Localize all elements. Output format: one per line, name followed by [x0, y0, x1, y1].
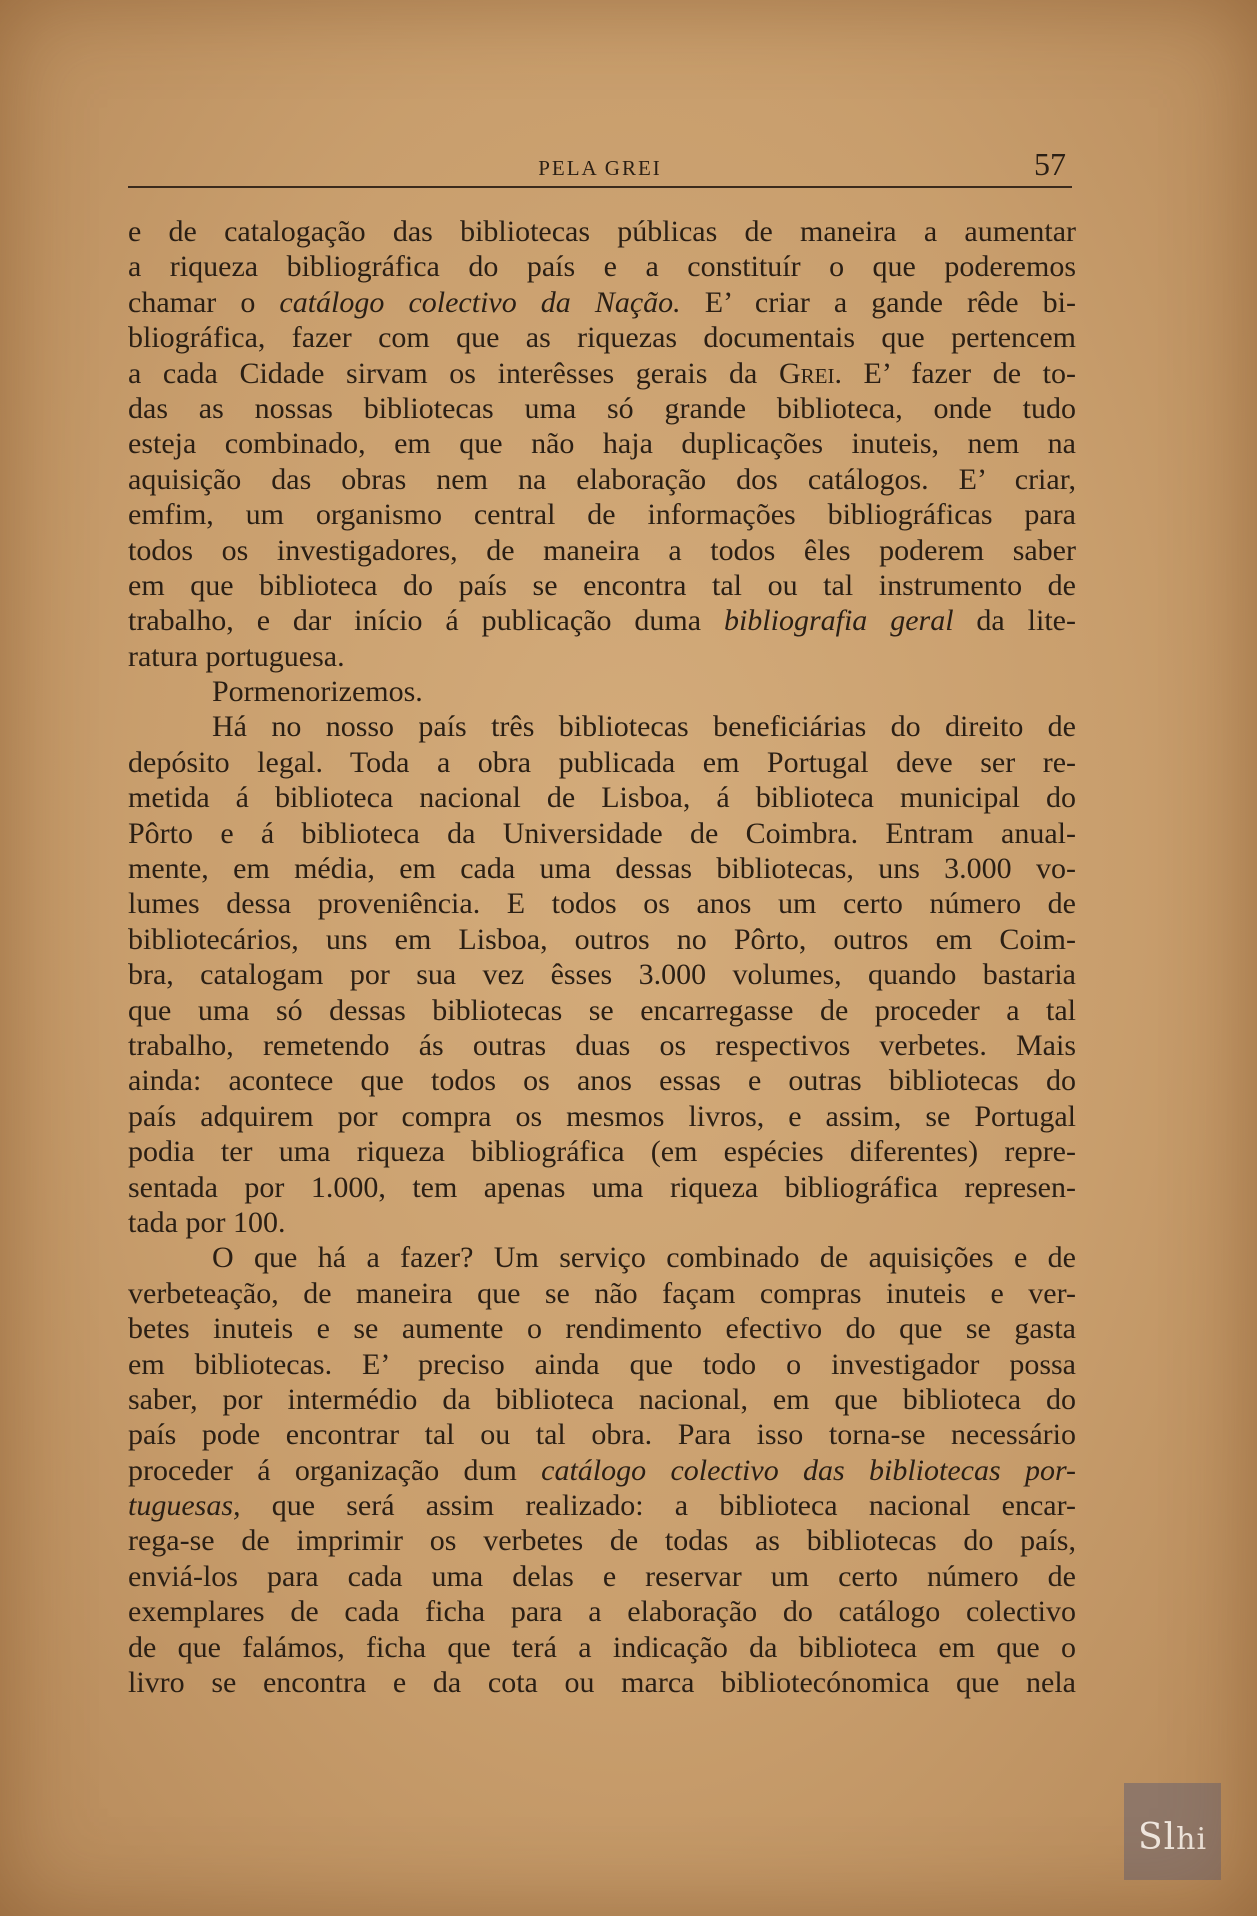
text-line: betes inuteis e se aumente o rendimento efectivo do que se gasta [128, 1312, 1076, 1346]
text-line: tada por 100. [128, 1205, 286, 1239]
text-line [128, 1488, 1076, 1523]
library-stamp-logo [1124, 1783, 1221, 1880]
running-head-title: PELA GREI [538, 156, 662, 180]
text-line: país adquirem por compra os mesmos livros, e assim, se Portugal [128, 1099, 1076, 1133]
text-line: trabalho, remetendo ás outras duas os respectivos verbetes. Mais [128, 1028, 1076, 1062]
text-line: lumes dessa proveniência. E todos os anos um certo número de [128, 887, 1076, 921]
small-caps-text: Grei [778, 356, 835, 390]
stamp-letter-s: S [1137, 1817, 1164, 1858]
text-line: esteja combinado, em que não haja duplicações inuteis, nem na [128, 427, 1076, 461]
running-head [128, 148, 1072, 188]
text-line: sentada por 1.000, tem apenas uma riqueza bibliográfica represen- [128, 1170, 1076, 1204]
italic-text: catálogo colectivo da Nação. [279, 285, 681, 319]
text-line: ratura portuguesa. [128, 639, 345, 673]
text-run: E’ criar a gande rêde bi- [680, 285, 1076, 319]
text-line: exemplares de cada ficha para a elaboração do catálogo colectivo [128, 1595, 1076, 1629]
text-line: em bibliotecas. E’ preciso ainda que todo o investigador possa [128, 1347, 1076, 1381]
text-run: que será assim realizado: a biblioteca nacional encar- [240, 1489, 1076, 1523]
text-run: trabalho, e dar início á publicação duma [128, 604, 724, 638]
text-line: ainda: acontece que todos os anos essas e outras bibliotecas do [128, 1064, 1076, 1098]
text-line: rega-se de imprimir os verbetes de todas as bibliotecas do país, [128, 1524, 1076, 1558]
text-line: todos os investigadores, de maneira a todos êles poderem saber [128, 533, 1076, 567]
text-run: proceder á organização dum [128, 1453, 542, 1487]
text-line: Pôrto e á biblioteca da Universidade de Coimbra. Entram anual- [128, 816, 1076, 850]
text-run: da lite- [953, 604, 1076, 638]
text-line: verbeteação, de maneira que se não façam compras inuteis e ver- [128, 1276, 1076, 1310]
text-line: Há no nosso país três bibliotecas beneficiárias do direito de [212, 710, 1076, 744]
text-line [128, 603, 1076, 638]
stamp-letter-l: l [1163, 1817, 1177, 1858]
text-line: a riqueza bibliográfica do país e a constituír o que poderemos [128, 250, 1076, 284]
text-line: metida á biblioteca nacional de Lisboa, á biblioteca municipal do [128, 781, 1076, 815]
text-line: aquisição das obras nem na elaboração dos catálogos. E’ criar, [128, 462, 1076, 496]
text-line: em que biblioteca do país se encontra tal ou tal instrumento de [128, 568, 1076, 602]
text-line: que uma só dessas bibliotecas se encarregasse de proceder a tal [128, 993, 1076, 1027]
stamp-letters-hi: hi [1176, 1822, 1208, 1857]
text-run: chamar o [128, 285, 280, 319]
italic-text: catálogo colectivo das bibliotecas por- [541, 1453, 1077, 1487]
text-line [128, 285, 1076, 320]
text-line: das as nossas bibliotecas uma só grande biblioteca, onde tudo [128, 391, 1076, 425]
text-line: e de catalogação das bibliotecas públicas de maneira a aumentar [128, 215, 1076, 248]
text-line: emfim, um organismo central de informações bibliográficas para [128, 498, 1076, 532]
text-line: de que falámos, ficha que terá a indicação da biblioteca em que o [128, 1630, 1076, 1664]
text-run: a cada Cidade sirvam os interêsses gerais da [128, 356, 779, 390]
italic-text: bibliografia geral [723, 604, 954, 638]
text-line [128, 356, 1076, 391]
body-text [128, 214, 1076, 1700]
text-line: O que há a fazer? Um serviço combinado de aquisições e de [212, 1241, 1076, 1275]
text-line: bra, catalogam por sua vez êsses 3.000 volumes, quando bastaria [128, 958, 1076, 992]
page-number: 57 [1034, 146, 1066, 182]
text-line: livro se encontra e da cota ou marca bibliotecónomica que nela [128, 1666, 1076, 1700]
text-line: saber, por intermédio da biblioteca nacional, em que biblioteca do [128, 1382, 1076, 1416]
text-line: mente, em média, em cada uma dessas bibliotecas, uns 3.000 vo- [128, 852, 1076, 886]
text-line: depósito legal. Toda a obra publicada em Portugal deve ser re- [128, 745, 1076, 779]
text-line: país pode encontrar tal ou tal obra. Para isso torna-se necessário [128, 1418, 1076, 1452]
italic-text: tuguesas, [128, 1489, 241, 1523]
text-line: bliográfica, fazer com que as riquezas documentais que pertencem [128, 321, 1076, 355]
text-line: Pormenorizemos. [212, 675, 423, 709]
text-line [128, 1453, 1076, 1488]
text-run: . E’ fazer de to- [834, 356, 1077, 390]
text-line: bibliotecários, uns em Lisboa, outros no Pôrto, outros em Coim- [128, 922, 1076, 956]
text-line: enviá-los para cada uma delas e reservar um certo número de [128, 1559, 1076, 1593]
text-line: podia ter uma riqueza bibliográfica (em espécies diferentes) repre- [128, 1135, 1076, 1169]
